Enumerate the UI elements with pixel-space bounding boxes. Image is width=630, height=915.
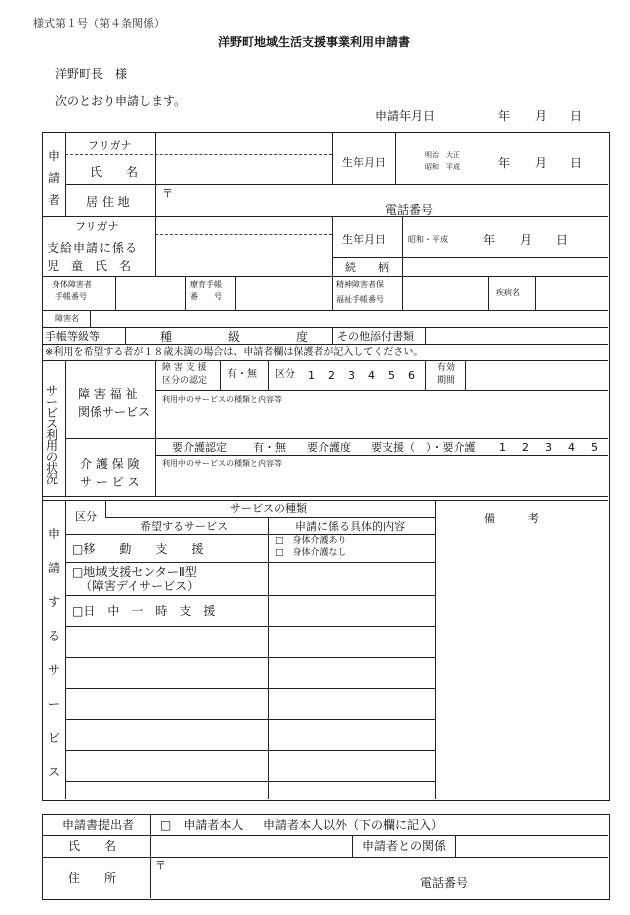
kubun-label: 区分 xyxy=(275,369,295,380)
ryoiku-handbook-field[interactable] xyxy=(237,278,331,309)
services-side-char-3: す xyxy=(47,595,60,609)
support-cert-label-2: 区分の認定 xyxy=(162,376,208,386)
welfare-service-label-2: 関係サービス xyxy=(78,405,151,419)
mental-handbook-label-2: 福祉手帳番号 xyxy=(336,295,384,304)
ryoiku-handbook-label-1: 療育手帳 xyxy=(190,280,222,289)
intro-text: 次のとおり申請します。 xyxy=(55,94,187,108)
care-support-label[interactable]: 要支援（ ）・要介護 xyxy=(371,441,476,454)
addressee: 洋野町長 様 xyxy=(55,67,128,81)
submitter-name-label: 氏 名 xyxy=(68,839,117,853)
child-birth-label: 生年月日 xyxy=(342,233,386,246)
applicant-birth-label: 生年月日 xyxy=(342,156,386,169)
services-side-char-6: ー xyxy=(47,697,60,711)
care-level-3[interactable]: 3 xyxy=(545,441,552,454)
valid-period-label-1: 有効 xyxy=(437,363,456,373)
applicant-furigana-field[interactable] xyxy=(157,134,331,153)
submitter-address-label: 住 所 xyxy=(68,871,117,885)
mental-handbook-label-1: 精神障害者保 xyxy=(336,280,384,289)
care-level-5[interactable]: 5 xyxy=(591,441,598,454)
applicant-address-field[interactable] xyxy=(157,186,607,215)
submitter-relation-label: 申請者との関係 xyxy=(362,839,447,853)
usage-side-label: サ ー ビ ス 利 用 の 状 況 xyxy=(45,384,58,486)
grade-type: 種 xyxy=(160,330,173,344)
submitter-postal-mark: 〒 xyxy=(155,859,166,872)
services-side-char-5: サ xyxy=(47,663,60,677)
services-kubun-header: 区分 xyxy=(75,510,97,523)
applicant-birth-month: 月 xyxy=(535,156,548,170)
remarks-field[interactable] xyxy=(437,536,607,798)
applicant-birth-year: 年 xyxy=(498,156,511,170)
other-docs-label: その他添付書類 xyxy=(337,330,414,343)
submitter-option-self[interactable]: □ 申請者本人 xyxy=(160,818,244,832)
child-furigana-label: フリガナ xyxy=(75,220,119,233)
applicant-name-field[interactable] xyxy=(157,156,331,183)
child-birth-day: 日 xyxy=(556,233,569,247)
submitter-phone-label: 電話番号 xyxy=(420,876,469,890)
date-day: 日 xyxy=(570,109,583,123)
services-side-char-2: 請 xyxy=(47,561,60,575)
service-mobility[interactable]: □移 動 支 援 xyxy=(72,542,204,556)
submitter-relation-field[interactable] xyxy=(457,837,607,856)
services-side-char-8: ス xyxy=(47,765,60,779)
care-usage-field[interactable] xyxy=(157,470,607,495)
physical-handbook-field[interactable] xyxy=(117,278,184,309)
form-number: 様式第１号（第４条関係） xyxy=(33,17,165,30)
kubun-5[interactable]: 5 xyxy=(388,369,395,382)
mobility-detail-without-care[interactable]: □ 身体介護なし xyxy=(275,548,347,558)
welfare-usage-note: 利用中のサービスの種類と内容等 xyxy=(162,395,282,404)
wish-service-header: 希望するサービス xyxy=(140,520,228,533)
remarks-header: 備 考 xyxy=(484,512,539,525)
valid-period-label-2: 期間 xyxy=(437,376,456,386)
applicant-side-char-2: 請 xyxy=(47,171,60,185)
welfare-service-label-1: 障 害 福 祉 xyxy=(78,387,138,401)
kubun-4[interactable]: 4 xyxy=(368,369,375,382)
disease-label: 疾病名 xyxy=(496,288,520,297)
child-label-2: 児 童 氏 名 xyxy=(47,259,132,273)
disease-field[interactable] xyxy=(537,278,607,309)
grade-label: 手帳等級等 xyxy=(45,330,100,343)
support-cert-label-1: 障 害 支 援 xyxy=(162,363,207,373)
care-cert-yesno[interactable]: 有・無 xyxy=(253,441,286,454)
child-era: 昭和・平成 xyxy=(408,235,448,244)
service-daytime-support[interactable]: □日 中 一 時 支 援 xyxy=(72,604,216,618)
services-side-char-7: ビ xyxy=(47,731,60,745)
child-birth-year: 年 xyxy=(483,233,496,247)
care-level-label: 要介護度 xyxy=(307,441,351,454)
submitter-address-field[interactable] xyxy=(152,859,607,897)
mental-handbook-field[interactable] xyxy=(404,278,487,309)
care-service-label-1: 介 護 保 険 xyxy=(80,457,140,471)
page-title: 洋野町地域生活支援事業利用申請書 xyxy=(218,35,411,49)
service-community-center-sub: （障害デイサービス） xyxy=(80,579,200,593)
child-relation-label: 続 柄 xyxy=(345,261,389,274)
child-name-field[interactable] xyxy=(157,237,331,275)
child-label-1: 支給申請に係る xyxy=(47,241,139,255)
disability-field[interactable] xyxy=(92,312,607,326)
child-birth-field[interactable] xyxy=(404,218,607,256)
care-level-4[interactable]: 4 xyxy=(568,441,575,454)
child-furigana-field[interactable] xyxy=(157,218,331,233)
applicant-side-char-3: 者 xyxy=(47,193,60,207)
care-service-label-2: サ ー ビ ス xyxy=(80,475,140,489)
applicant-name-label: 氏 名 xyxy=(90,165,139,179)
service-community-center[interactable]: □地域支援センターⅡ型 xyxy=(72,565,197,579)
application-date-label: 申請年月日 xyxy=(375,109,436,123)
minor-note: ※利用を希望する者が１８歳未満の場合は、申請者欄は保護者が記入してください。 xyxy=(45,347,424,358)
applicant-birth-field[interactable] xyxy=(397,134,607,183)
applicant-era-1: 明治 大正 xyxy=(425,151,460,159)
submitter-label: 申請書提出者 xyxy=(62,818,135,832)
services-side-char-1: 申 xyxy=(47,527,60,541)
support-cert-yesno[interactable]: 有・無 xyxy=(227,369,257,380)
care-level-2[interactable]: 2 xyxy=(522,441,529,454)
applicant-birth-day: 日 xyxy=(570,156,583,170)
kubun-1[interactable]: 1 xyxy=(308,369,315,382)
detail-header: 申請に係る具体的内容 xyxy=(295,520,405,533)
disability-label: 障害名 xyxy=(55,314,79,323)
physical-handbook-label-2: 手帳番号 xyxy=(55,292,87,301)
other-docs-field[interactable] xyxy=(427,329,607,343)
applicant-furigana-label: フリガナ xyxy=(88,139,132,152)
applicant-phone-label: 電話番号 xyxy=(385,203,434,217)
care-level-1[interactable]: 1 xyxy=(499,441,506,454)
ryoiku-handbook-label-2: 番 号 xyxy=(190,292,222,301)
kubun-3[interactable]: 3 xyxy=(348,369,355,382)
care-usage-note: 利用中のサービスの種類と内容等 xyxy=(162,459,282,468)
grade-level: 級 xyxy=(228,330,241,344)
valid-period-field[interactable] xyxy=(467,362,607,389)
date-year: 年 xyxy=(498,109,511,123)
mobility-detail-with-care[interactable]: □ 身体介護あり xyxy=(275,536,347,546)
date-month: 月 xyxy=(535,109,548,123)
grade-degree: 度 xyxy=(296,330,309,344)
applicant-postal-mark: 〒 xyxy=(162,187,173,200)
physical-handbook-label-1: 身体障害者 xyxy=(52,280,92,289)
applicant-address-label: 居 住 地 xyxy=(86,195,130,209)
applicant-era-2: 昭和 平成 xyxy=(425,163,460,171)
welfare-usage-field[interactable] xyxy=(157,406,607,437)
note-divider xyxy=(42,360,608,361)
care-cert-label: 要介護認定 xyxy=(172,441,227,454)
kubun-2[interactable]: 2 xyxy=(328,369,335,382)
applicant-side-char-1: 申 xyxy=(47,149,60,163)
kubun-6[interactable]: 6 xyxy=(408,369,415,382)
submitter-name-field[interactable] xyxy=(152,837,351,856)
services-side-char-4: る xyxy=(47,629,60,643)
child-birth-month: 月 xyxy=(520,233,533,247)
submitter-option-other[interactable]: 申請者本人以外（下の欄に記入） xyxy=(263,818,444,832)
service-type-header: サービスの種類 xyxy=(230,502,307,515)
child-relation-field[interactable] xyxy=(404,259,607,275)
